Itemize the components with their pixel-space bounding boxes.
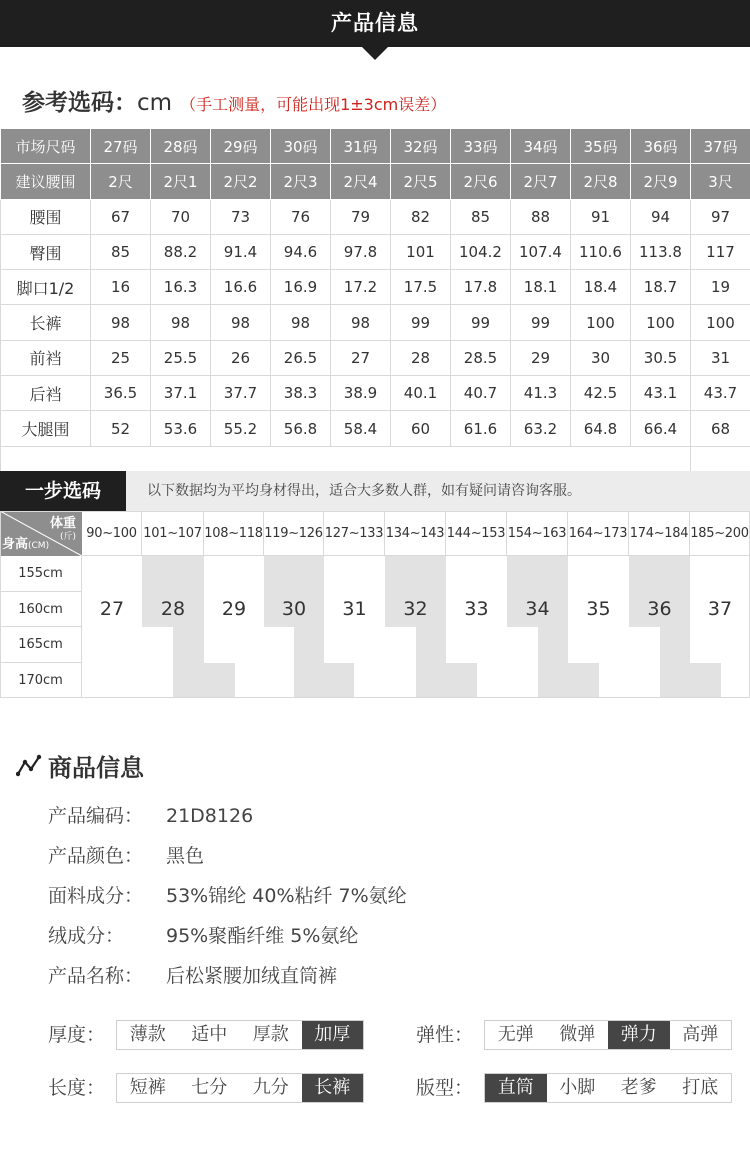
size-cell: 42.5	[571, 376, 631, 411]
info-key: 产品颜色：	[48, 845, 144, 867]
fit-option: 直筒	[485, 1074, 547, 1102]
size-cell: 117	[691, 234, 750, 269]
info-row-color	[48, 841, 204, 871]
step-tag: 一步选码	[0, 471, 126, 511]
size-recommendation: 27	[99, 598, 125, 620]
row-label: 建议腰围	[1, 164, 91, 199]
size-row	[1, 199, 750, 234]
size-cell: 27	[331, 340, 391, 375]
size-cell: 76	[271, 199, 331, 234]
size-cell: 16	[91, 270, 151, 305]
thickness-option: 厚款	[252, 1024, 289, 1045]
info-value: 后松紧腰加绒直筒裤	[166, 965, 338, 987]
size-recommendation: 33	[464, 598, 489, 620]
weight-header: 185~200	[690, 511, 750, 556]
trend-icon	[16, 754, 42, 778]
size-cell: 99	[511, 305, 571, 340]
size-cell: 17.8	[451, 270, 511, 305]
size-recommendation: 34	[525, 598, 550, 620]
reference-unit: cm	[137, 90, 173, 116]
size-cell: 31	[691, 340, 750, 375]
size-cell: 26	[211, 340, 271, 375]
size-cell: 68	[691, 411, 750, 446]
size-cell: 98	[331, 305, 391, 340]
size-cell: 25.5	[151, 340, 211, 375]
size-row	[1, 411, 750, 446]
info-key: 产品编码：	[48, 805, 144, 827]
size-cell: 28	[391, 340, 451, 375]
size-cell: 73	[211, 199, 271, 234]
size-recommendation: 30	[281, 598, 307, 620]
elasticity-option: 微弹	[559, 1024, 596, 1045]
size-cell: 2尺8	[571, 164, 631, 199]
size-cell: 64.8	[571, 411, 631, 446]
size-cell: 2尺5	[391, 164, 451, 199]
weight-header: 164~173	[568, 511, 629, 556]
size-cell: 60	[391, 411, 451, 446]
size-cell: 2尺3	[271, 164, 331, 199]
corner-weight-label: 体重	[49, 516, 76, 531]
size-cell: 94	[631, 199, 691, 234]
size-cell: 82	[391, 199, 451, 234]
height-label: 155cm	[0, 556, 82, 592]
size-cell: 43.7	[691, 376, 750, 411]
corner-weight-unit: (斤)	[59, 532, 76, 542]
weight-header: 144~153	[446, 511, 507, 556]
fit-option: 小脚	[559, 1077, 596, 1098]
size-cell: 37.1	[151, 376, 211, 411]
size-cell: 2尺1	[151, 164, 211, 199]
size-cell: 25	[91, 340, 151, 375]
size-cell: 30.5	[631, 340, 691, 375]
weight-header: 101~107	[142, 511, 204, 556]
size-cell: 18.7	[631, 270, 691, 305]
row-label: 前裆	[1, 340, 91, 375]
size-cell: 99	[451, 305, 511, 340]
info-row-name	[48, 961, 337, 991]
size-cell: 2尺9	[631, 164, 691, 199]
size-cell: 88.2	[151, 234, 211, 269]
size-recommendation: 35	[586, 598, 611, 620]
weight-header: 127~133	[324, 511, 385, 556]
size-cell: 28.5	[451, 340, 511, 375]
info-value: 黑色	[166, 845, 205, 867]
size-cell: 16.6	[211, 270, 271, 305]
size-cell: 53.6	[151, 411, 211, 446]
elasticity-options	[484, 1020, 732, 1050]
size-cell: 98	[211, 305, 271, 340]
size-cell: 2尺4	[331, 164, 391, 199]
size-cell: 17.5	[391, 270, 451, 305]
length-option: 短裤	[129, 1077, 166, 1098]
size-cell: 31码	[331, 129, 391, 164]
size-recommendation: 37	[707, 598, 733, 620]
banner-notch	[361, 46, 389, 60]
fit-option: 老爹	[620, 1077, 657, 1098]
size-cell: 27码	[91, 129, 151, 164]
size-cell: 70	[151, 199, 211, 234]
height-label: 165cm	[0, 627, 82, 663]
step-note: 以下数据均为平均身材得出，适合大多数人群，如有疑问请咨询客服。	[147, 483, 581, 499]
size-cell: 2尺	[91, 164, 151, 199]
size-cell: 37.7	[211, 376, 271, 411]
height-label: 170cm	[0, 663, 82, 699]
size-guide-grid	[0, 511, 750, 698]
size-cell: 85	[91, 234, 151, 269]
size-cell: 16.3	[151, 270, 211, 305]
fit-label: 版型：	[416, 1077, 474, 1099]
size-row	[1, 340, 750, 375]
size-cell: 91	[571, 199, 631, 234]
size-cell: 38.3	[271, 376, 331, 411]
size-cell: 100	[571, 305, 631, 340]
row-label: 臀围	[1, 234, 91, 269]
info-value: 53%锦纶 40%粘纤 7%氨纶	[166, 885, 407, 907]
size-cell: 40.7	[451, 376, 511, 411]
size-recommendation: 36	[647, 598, 672, 620]
size-cell: 104.2	[451, 234, 511, 269]
size-cell: 94.6	[271, 234, 331, 269]
thickness-option: 薄款	[129, 1024, 166, 1045]
spacer-cell	[691, 446, 750, 474]
size-cell: 97	[691, 199, 750, 234]
size-cell: 30	[571, 340, 631, 375]
size-cell: 113.8	[631, 234, 691, 269]
size-cell: 19	[691, 270, 750, 305]
page-title: 产品信息	[331, 11, 419, 35]
size-row	[1, 234, 750, 269]
size-cell: 3尺	[691, 164, 750, 199]
thickness-option: 适中	[191, 1024, 228, 1045]
thickness-options	[116, 1020, 364, 1050]
weight-header: 174~184	[629, 511, 690, 556]
size-cell: 100	[631, 305, 691, 340]
fit-option: 打底	[682, 1077, 719, 1098]
thickness-option: 加厚	[302, 1021, 364, 1049]
size-recommendation: 31	[342, 598, 367, 620]
reference-label: 参考选码：	[22, 90, 137, 116]
info-key: 产品名称：	[48, 965, 144, 987]
size-cell: 29	[511, 340, 571, 375]
elasticity-label: 弹性：	[416, 1024, 474, 1046]
size-header-row	[1, 164, 750, 199]
size-cell: 52	[91, 411, 151, 446]
fit-options	[484, 1073, 732, 1103]
size-cell: 26.5	[271, 340, 331, 375]
size-cell: 110.6	[571, 234, 631, 269]
length-label: 长度：	[48, 1077, 106, 1099]
thickness-label: 厚度：	[48, 1024, 106, 1046]
spacer-row	[1, 446, 750, 474]
spacer-cell	[1, 446, 691, 474]
size-recommendation: 32	[403, 598, 428, 620]
size-cell: 2尺2	[211, 164, 271, 199]
weight-header: 119~126	[264, 511, 324, 556]
size-cell: 61.6	[451, 411, 511, 446]
info-row-code	[48, 801, 253, 831]
row-label: 长裤	[1, 305, 91, 340]
elasticity-option: 弹力	[608, 1021, 670, 1049]
size-cell: 97.8	[331, 234, 391, 269]
row-label: 腰围	[1, 199, 91, 234]
size-cell: 36码	[631, 129, 691, 164]
size-cell: 67	[91, 199, 151, 234]
size-cell: 100	[691, 305, 750, 340]
corner-height-unit: (CM)	[28, 541, 50, 551]
size-cell: 66.4	[631, 411, 691, 446]
reference-heading	[22, 84, 446, 118]
size-cell: 43.1	[631, 376, 691, 411]
elasticity-option: 无弹	[497, 1024, 534, 1045]
size-row	[1, 270, 750, 305]
row-label: 后裆	[1, 376, 91, 411]
weight-header: 154~163	[507, 511, 568, 556]
info-row-fabric	[48, 881, 407, 911]
info-value: 95%聚酯纤维 5%氨纶	[166, 925, 359, 947]
size-row	[1, 305, 750, 340]
info-row-fleece	[48, 921, 358, 951]
product-info-title: 商品信息	[48, 754, 144, 782]
size-cell: 41.3	[511, 376, 571, 411]
corner-height-label: 身高	[2, 537, 29, 552]
size-cell: 91.4	[211, 234, 271, 269]
length-option: 七分	[191, 1077, 228, 1098]
size-recommendation: 29	[221, 598, 247, 620]
weight-header: 108~118	[204, 511, 264, 556]
length-option: 长裤	[302, 1074, 364, 1102]
reference-note: （手工测量，可能出现1±3cm误差）	[180, 95, 447, 114]
size-cell: 35码	[571, 129, 631, 164]
size-cell: 98	[271, 305, 331, 340]
size-cell: 37码	[691, 129, 750, 164]
length-options	[116, 1073, 364, 1103]
weight-header: 134~143	[385, 511, 446, 556]
size-row	[1, 376, 750, 411]
size-header-row	[1, 129, 750, 164]
info-key: 绒成分：	[48, 925, 125, 947]
size-table	[0, 128, 750, 475]
row-label: 市场尺码	[1, 129, 91, 164]
info-key: 面料成分：	[48, 885, 144, 907]
size-cell: 98	[151, 305, 211, 340]
size-cell: 98	[91, 305, 151, 340]
size-cell: 38.9	[331, 376, 391, 411]
size-cell: 2尺7	[511, 164, 571, 199]
size-cell: 55.2	[211, 411, 271, 446]
size-recommendation: 28	[160, 598, 186, 620]
info-value: 21D8126	[166, 805, 254, 827]
size-cell: 99	[391, 305, 451, 340]
size-cell: 58.4	[331, 411, 391, 446]
size-cell: 34码	[511, 129, 571, 164]
size-cell: 107.4	[511, 234, 571, 269]
size-cell: 2尺6	[451, 164, 511, 199]
size-cell: 101	[391, 234, 451, 269]
size-cell: 79	[331, 199, 391, 234]
size-cell: 63.2	[511, 411, 571, 446]
size-cell: 56.8	[271, 411, 331, 446]
size-cell: 28码	[151, 129, 211, 164]
size-cell: 18.4	[571, 270, 631, 305]
size-cell: 32码	[391, 129, 451, 164]
length-option: 九分	[252, 1077, 289, 1098]
weight-header: 90~100	[82, 511, 142, 556]
size-cell: 36.5	[91, 376, 151, 411]
size-cell: 16.9	[271, 270, 331, 305]
size-cell: 85	[451, 199, 511, 234]
size-cell: 29码	[211, 129, 271, 164]
size-cell: 40.1	[391, 376, 451, 411]
height-label: 160cm	[0, 592, 82, 628]
row-label: 脚口1/2	[1, 270, 91, 305]
size-cell: 88	[511, 199, 571, 234]
row-label: 大腿围	[1, 411, 91, 446]
grid-frame	[0, 511, 750, 698]
elasticity-option: 高弹	[682, 1024, 719, 1045]
size-cell: 33码	[451, 129, 511, 164]
size-cell: 17.2	[331, 270, 391, 305]
size-cell: 18.1	[511, 270, 571, 305]
size-cell: 30码	[271, 129, 331, 164]
